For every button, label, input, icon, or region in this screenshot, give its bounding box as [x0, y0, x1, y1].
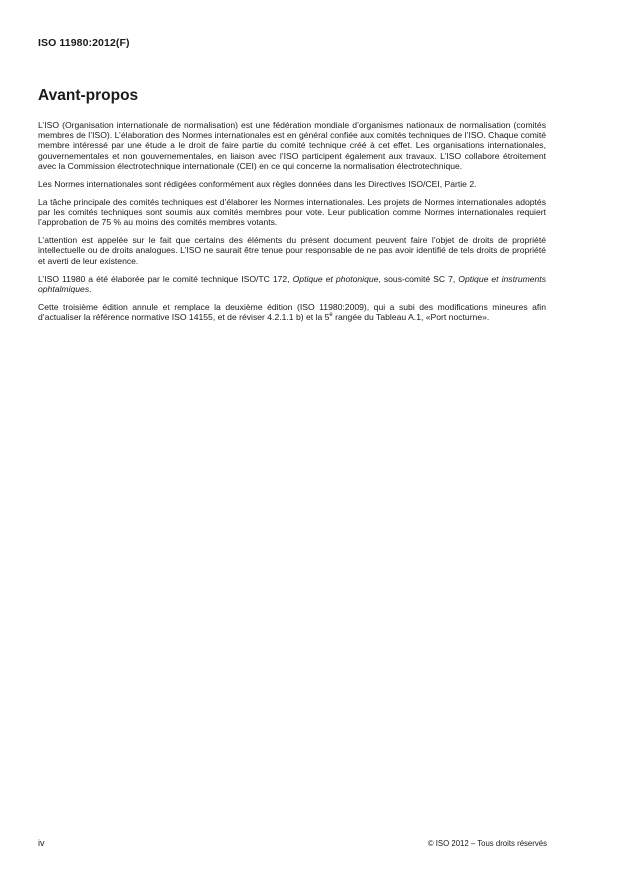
prepared-by-mid: , sous-comité SC 7, [378, 273, 459, 284]
edition-note-tail: rangée du Tableau A.1, «Port nocturne». [332, 312, 490, 323]
ordinal-superscript: e [329, 312, 333, 319]
document-identifier: ISO 11980:2012(F) [38, 37, 130, 49]
prepared-by-end: . [89, 283, 92, 294]
page-number: iv [38, 838, 45, 848]
paragraph-patent-rights: L’attention est appelée sur le fait que certains des éléments du présent document peuvent faire l’objet de droits de propriété intellectuelle ou de droits analogues. L’ISO ne saurait être tenue pour responsable de ne pas avoir identifié de tels droits de propriété et averti de leur existence. [38, 235, 546, 266]
paragraph-directives: Les Normes internationales sont rédigées conformément aux règles données dans les Directives ISO/CEI, Partie 2. [38, 178, 477, 189]
copyright-notice: © ISO 2012 – Tous droits réservés [427, 839, 547, 848]
edition-note-text: Cette troisième édition annule et remplace la deuxième édition (ISO 11980:2009), qui a subi des modifications mineures afin d’actualiser la référence normative ISO 14155, et de réviser 4.2.1.1 b) et la 5 [38, 301, 546, 323]
paragraph-iso-organisation: L’ISO (Organisation internationale de normalisation) est une fédération mondiale d’organismes nationaux de normalisation (comités membres de l’ISO). L’élaboration des Normes internationales est en général confiée aux comités techniques de l’ISO. Chaque comité membre intéressé par une étude a le droit de faire partie du comité technique créé à cet effet. Les organisations internationales, gouvernementales et non gouvernementales, en liaison avec l’ISO participent également aux travaux. L’ISO collabore étroitement avec la Commission électrotechnique internationale (CEI) en ce qui concerne la normalisation électrotechnique. [38, 120, 546, 171]
paragraph-committee-tasks: La tâche principale des comités techniques est d’élaborer les Normes internationales. Les projets de Normes internationales adoptés par les comités techniques sont soumis aux comités membres pour vote. Leur publication comme Normes internationales requiert l’approbation de 75 % au moins des comités membres votants. [38, 196, 546, 228]
paragraph-edition-note [38, 302, 546, 322]
prepared-by-intro: L’ISO 11980 a été élaborée par le comité technique ISO/TC 172, [38, 273, 293, 284]
subcommittee-title: Optique et instruments ophtalmiques [38, 273, 546, 294]
foreword-body [38, 120, 546, 330]
committee-title: Optique et photonique [292, 273, 379, 284]
paragraph-prepared-by [38, 274, 546, 294]
section-title: Avant-propos [38, 87, 139, 104]
